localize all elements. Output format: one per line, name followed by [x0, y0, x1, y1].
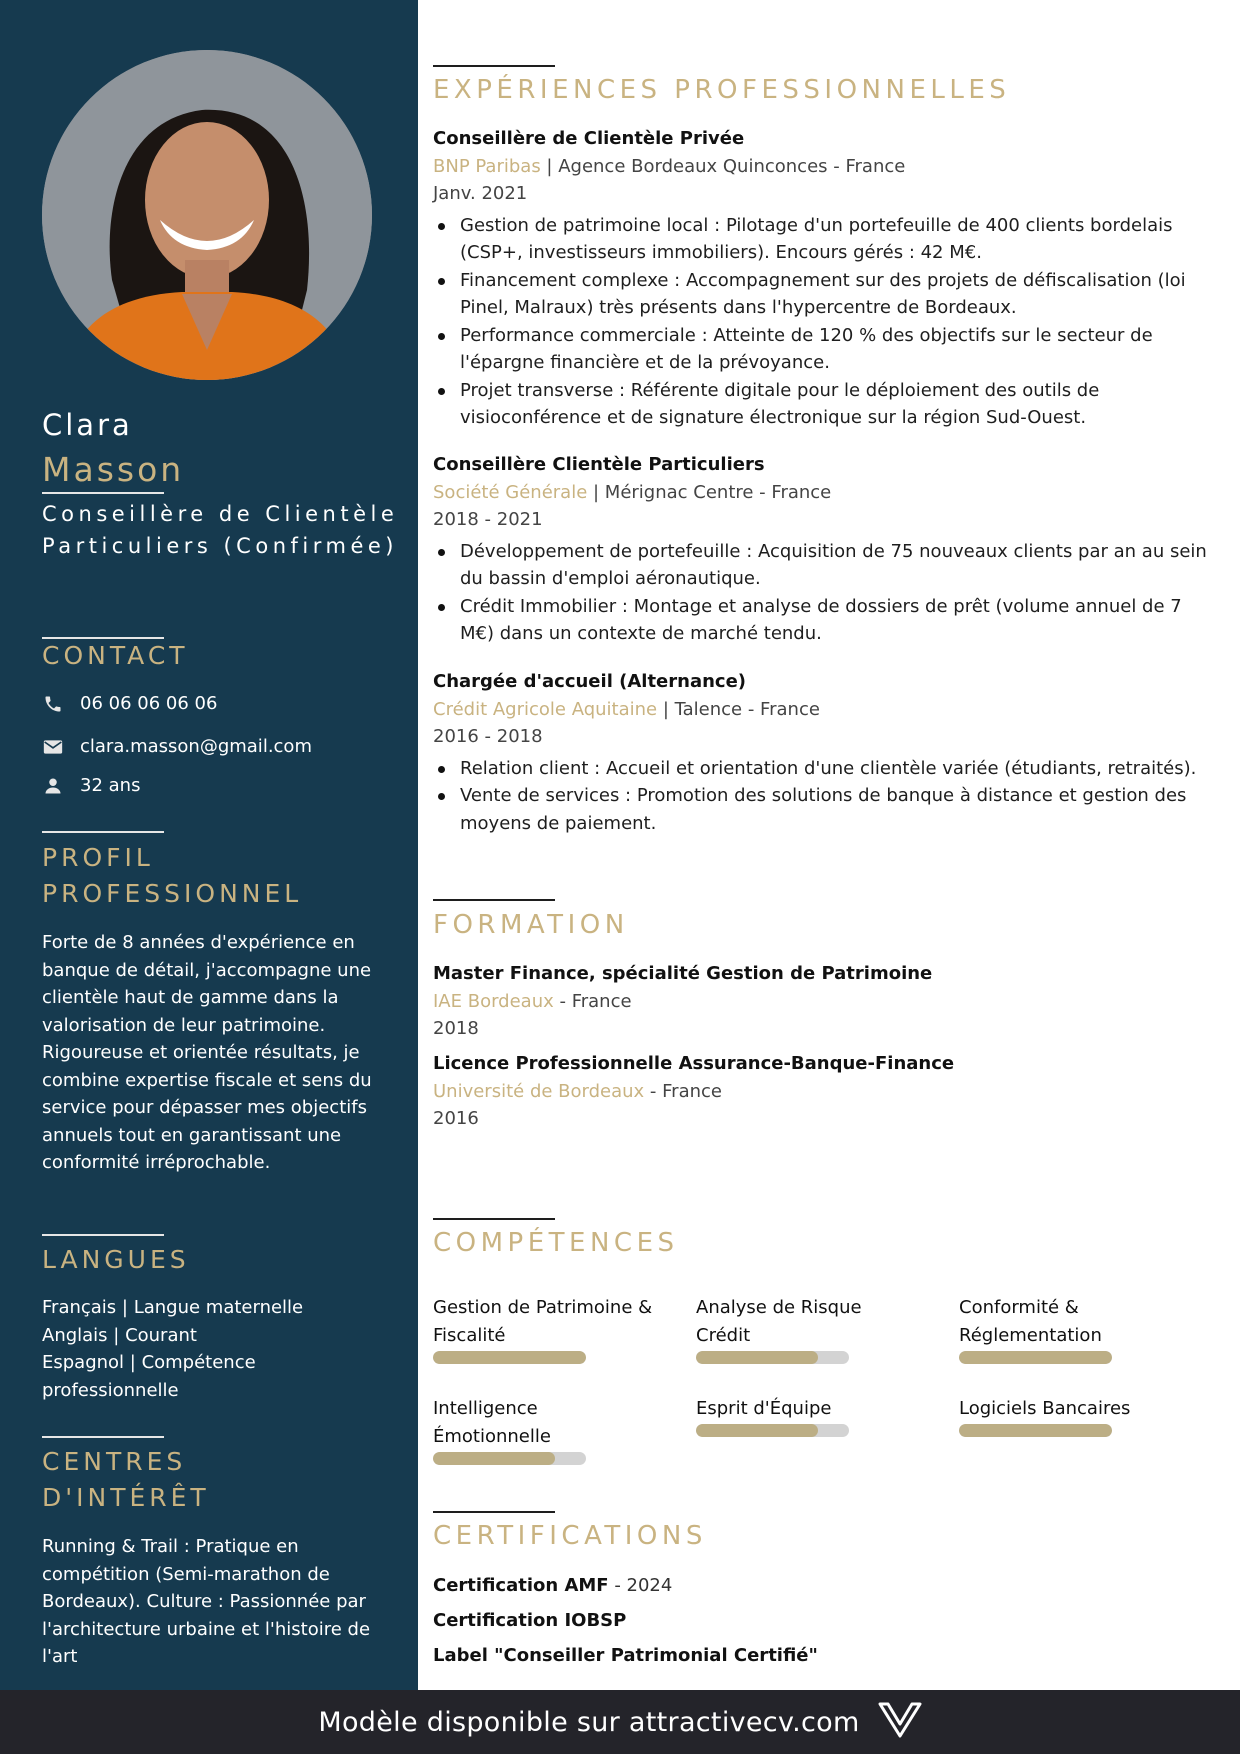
certification-item — [433, 1575, 672, 1596]
job-org — [433, 479, 1213, 507]
skills-heading: COMPÉTENCES — [433, 1228, 679, 1258]
job-bullet: Relation client : Accueil et orientation d'une clientèle variée (étudiants, retraités). — [433, 755, 1213, 783]
interests-heading-line1: CENTRES — [42, 1447, 187, 1476]
profile-heading-line2: PROFESSIONNEL — [42, 879, 303, 908]
job-bullet: Vente de services : Promotion des solutions de banque à distance et gestion des moyens de paiement. — [433, 782, 1213, 837]
skill-name: Intelligence Émotionnelle — [433, 1398, 551, 1447]
skill-bar — [696, 1351, 849, 1364]
job-title: Chargée d'accueil (Alternance) — [433, 671, 747, 692]
interests-heading — [42, 1444, 210, 1516]
skill-bar — [959, 1424, 1112, 1437]
phone-icon — [42, 694, 64, 714]
sidebar — [0, 0, 418, 1690]
languages-list — [42, 1294, 382, 1404]
certification-item — [433, 1610, 626, 1631]
job-location: | Agence Bordeaux Quinconces - France — [540, 155, 906, 177]
job-org — [433, 153, 1213, 181]
job-date: 2018 - 2021 — [433, 509, 543, 530]
school — [433, 1078, 1213, 1106]
certification-year: - 2024 — [608, 1575, 673, 1596]
job-bullets — [433, 538, 1213, 648]
skill-bar — [433, 1351, 586, 1364]
languages-heading: LANGUES — [42, 1245, 190, 1274]
skill-name: Logiciels Bancaires — [959, 1398, 1131, 1419]
experience-divider — [433, 65, 555, 67]
interests-heading-line2: D'INTÉRÊT — [42, 1483, 210, 1512]
job-entry — [433, 451, 1213, 648]
certification-name: Label "Conseiller Patrimonial Certifié" — [433, 1645, 818, 1666]
phone-text[interactable]: 06 06 06 06 06 — [80, 693, 218, 714]
job-title: Conseillère de Clientèle Particuliers (Confirmée) — [42, 502, 399, 558]
skill-bar-fill — [959, 1351, 1112, 1364]
contact-email — [42, 736, 312, 757]
job-company: Société Générale — [433, 481, 588, 503]
contact-heading: CONTACT — [42, 641, 189, 670]
v-logo-icon[interactable] — [878, 1702, 922, 1742]
degree-year: 2016 — [433, 1108, 479, 1129]
job-bullet: Crédit Immobilier : Montage et analyse de dossiers de prêt (volume annuel de 7 M€) dans un contexte de marché tendu. — [433, 593, 1213, 648]
job-title: Conseillère Clientèle Particuliers — [433, 454, 765, 475]
person-icon — [42, 777, 64, 795]
job-org — [433, 696, 1213, 724]
job-company: Crédit Agricole Aquitaine — [433, 698, 658, 720]
first-name: Clara — [42, 408, 133, 442]
experience-heading: EXPÉRIENCES PROFESSIONNELLES — [433, 75, 1011, 105]
job-entry — [433, 668, 1213, 837]
certification-item — [433, 1645, 818, 1666]
footer-banner — [0, 1690, 1240, 1754]
skill-bar-fill — [433, 1351, 586, 1364]
profile-summary: Forte de 8 années d'expérience en banque de détail, j'accompagne une clientèle haut de gamme dans la valorisation de leur patrimoine. Rigoureuse et orientée résultats, je combine expertise fiscale et sens du service pour dépasser mes objectifs annuels tout en garantissant une conformité irréprochable. — [42, 932, 372, 1173]
contact-age — [42, 775, 140, 796]
school-location: - France — [553, 990, 632, 1012]
job-company: BNP Paribas — [433, 155, 541, 177]
job-bullet: Développement de portefeuille : Acquisition de 75 nouveaux clients par an au sein du bassin d'emploi aéronautique. — [433, 538, 1213, 593]
skills-divider — [433, 1218, 555, 1220]
skill-bar-fill — [959, 1424, 1112, 1437]
education-heading: FORMATION — [433, 910, 629, 940]
email-text[interactable]: clara.masson@gmail.com — [80, 736, 312, 757]
job-date: 2016 - 2018 — [433, 726, 543, 747]
education-divider — [433, 899, 555, 901]
profile-heading — [42, 840, 302, 912]
language-item: Français | Langue maternelle — [42, 1297, 304, 1318]
job-bullet: Financement complexe : Accompagnement sur des projets de défiscalisation (loi Pinel, Malraux) très présents dans l'hypercentre de Bordeaux. — [433, 267, 1213, 322]
job-entry — [433, 125, 1213, 432]
interests-divider — [42, 1436, 164, 1438]
degree-title: Licence Professionnelle Assurance-Banque-Finance — [433, 1053, 955, 1074]
skill-bar — [959, 1351, 1112, 1364]
job-bullets — [433, 755, 1213, 838]
school — [433, 988, 1213, 1016]
certification-name: Certification IOBSP — [433, 1610, 627, 1631]
school-location: - France — [644, 1080, 722, 1102]
skill-bar-fill — [433, 1452, 555, 1465]
education-entry — [433, 1050, 1213, 1133]
footer-text[interactable]: Modèle disponible sur attractivecv.com — [318, 1706, 860, 1738]
job-bullet: Gestion de patrimoine local : Pilotage d'un portefeuille de 400 clients bordelais (CSP+, investisseurs immobiliers). Encours gérés : 42 M€. — [433, 212, 1213, 267]
language-item: Anglais | Courant — [42, 1324, 197, 1346]
profile-photo — [42, 50, 372, 380]
profile-photo-illustration — [42, 50, 372, 380]
degree-title: Master Finance, spécialité Gestion de Patrimoine — [433, 963, 933, 984]
certifications-heading: CERTIFICATIONS — [433, 1521, 707, 1551]
job-bullet: Projet transverse : Référente digitale pour le déploiement des outils de visioconférence et de signature électronique sur la région Sud-Ouest. — [433, 377, 1213, 432]
skill-name: Gestion de Patrimoine & Fiscalité — [433, 1297, 653, 1346]
job-location: | Mérignac Centre - France — [587, 481, 832, 503]
job-location: | Talence - France — [657, 698, 820, 720]
profile-heading-line1: PROFIL — [42, 843, 154, 872]
skill-bar-fill — [696, 1424, 818, 1437]
interests-text: Running & Trail : Pratique en compétition (Semi-marathon de Bordeaux). Culture : Passionnée par l'architecture urbaine et l'histoire de l'art — [42, 1536, 371, 1667]
skill-name: Esprit d'Équipe — [696, 1398, 832, 1419]
age-text: 32 ans — [80, 775, 141, 796]
profile-divider — [42, 831, 164, 833]
skill-name: Analyse de Risque Crédit — [696, 1297, 862, 1346]
job-bullet: Performance commerciale : Atteinte de 120 % des objectifs sur le secteur de l'épargne financière et de la prévoyance. — [433, 322, 1213, 377]
skill-bar-fill — [696, 1351, 818, 1364]
certification-name: Certification AMF — [433, 1575, 609, 1596]
job-title: Conseillère de Clientèle Privée — [433, 128, 745, 149]
education-entry — [433, 960, 1213, 1043]
languages-divider — [42, 1234, 164, 1236]
certifications-divider — [433, 1511, 555, 1513]
job-date: Janv. 2021 — [433, 183, 528, 204]
skill-name: Conformité & Réglementation — [959, 1297, 1102, 1346]
name-divider — [42, 492, 164, 494]
job-bullets — [433, 212, 1213, 432]
skill-bar — [433, 1452, 586, 1465]
degree-year: 2018 — [433, 1018, 479, 1039]
school-name: Université de Bordeaux — [433, 1080, 645, 1102]
email-icon — [42, 739, 64, 755]
language-item: Espagnol | Compétence professionnelle — [42, 1352, 256, 1401]
last-name: Masson — [42, 450, 185, 489]
skill-bar — [696, 1424, 849, 1437]
contact-phone — [42, 693, 217, 714]
school-name: IAE Bordeaux — [433, 990, 554, 1012]
